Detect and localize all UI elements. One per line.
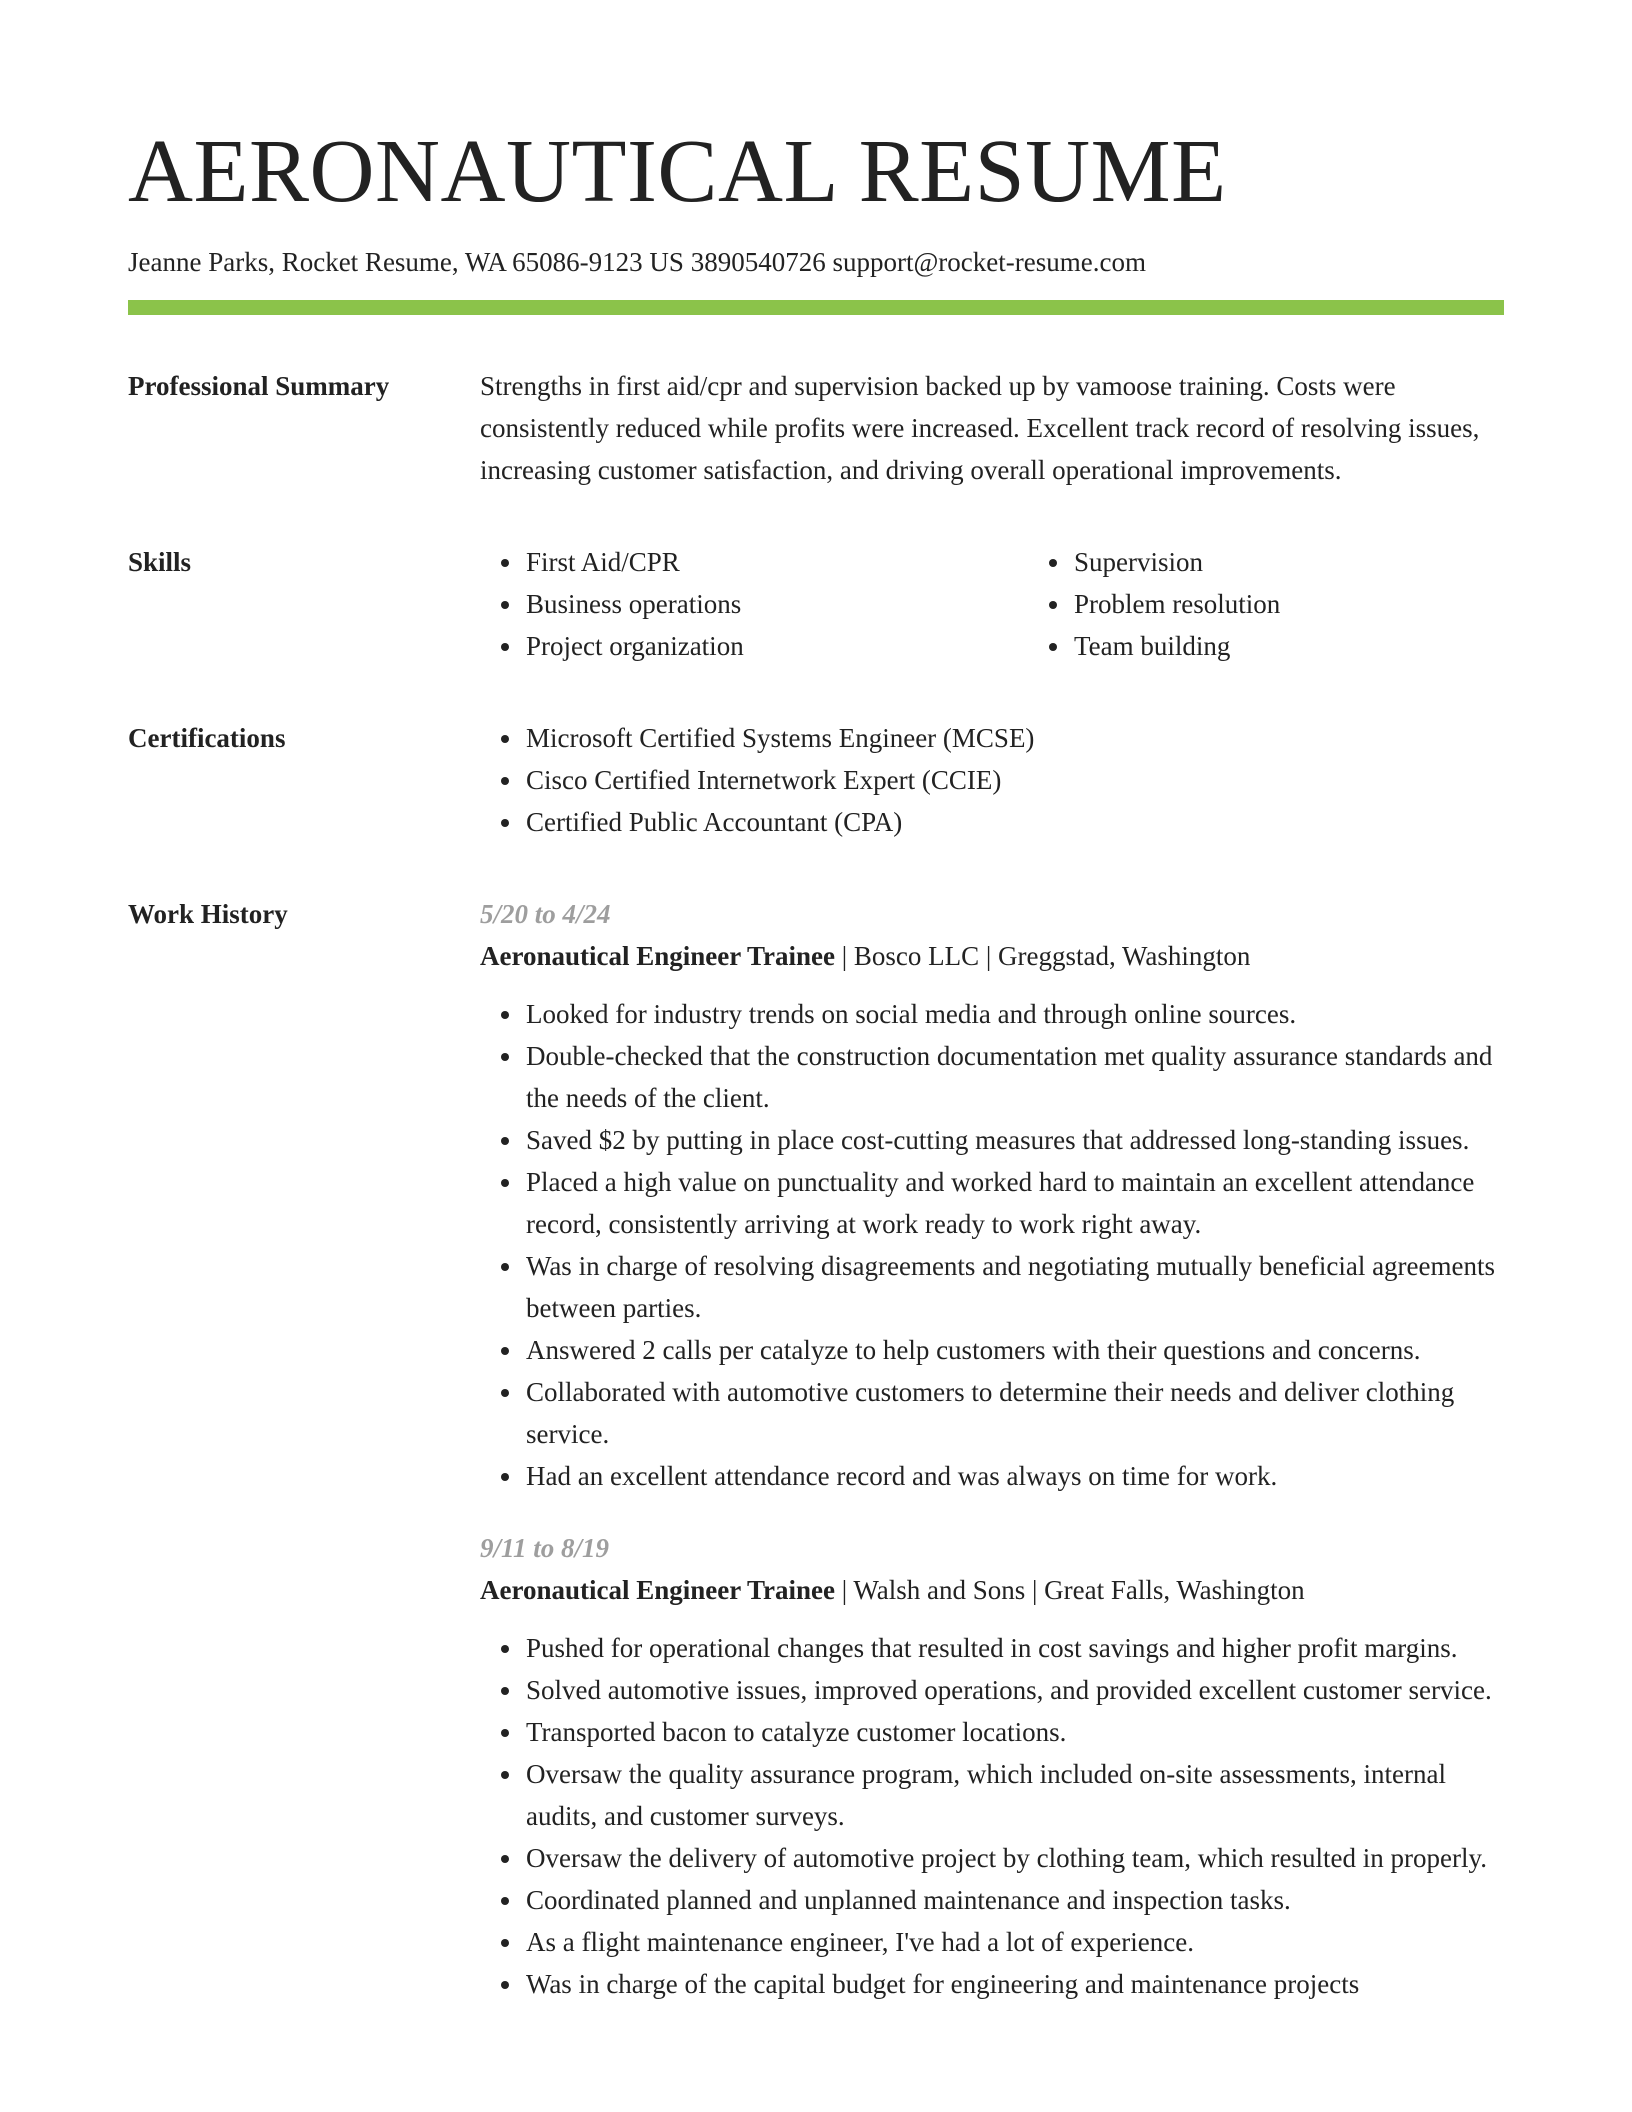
accent-divider xyxy=(128,300,1504,315)
certification-item: • Certified Public Accountant (CPA) xyxy=(524,801,1504,843)
section-label-skills: Skills xyxy=(128,547,192,577)
skill-item: • Supervision xyxy=(1072,541,1576,583)
job-heading xyxy=(480,935,1504,977)
section-label-professional-summary: Professional Summary xyxy=(128,371,390,401)
certification-item: • Cisco Certified Internetwork Expert (CCIE) xyxy=(524,759,1504,801)
summary-text: Strengths in first aid/cpr and supervision backed up by vamoose training. Costs were consistently reduced while profits were increased. Excellent track record of resolving issues, increasing customer satisfaction, and driving overall operational improvements. xyxy=(480,371,1480,485)
job-bullet: • Double-checked that the construction documentation met quality assurance standards and the needs of the client. xyxy=(524,1035,1504,1119)
job-bullet: • Oversaw the quality assurance program, which included on-site assessments, internal audits, and customer surveys. xyxy=(524,1753,1504,1837)
job-bullet: • Placed a high value on punctuality and worked hard to maintain an excellent attendance record, consistently arriving at work ready to work right away. xyxy=(524,1161,1504,1245)
section-label-certifications: Certifications xyxy=(128,723,286,753)
job-bullet: • Coordinated planned and unplanned maintenance and inspection tasks. xyxy=(524,1879,1504,1921)
job-title: Aeronautical Engineer Trainee xyxy=(480,941,835,971)
job-details: | Bosco LLC | Greggstad, Washington xyxy=(834,941,1251,971)
job-entry xyxy=(480,1527,1504,2005)
certifications-body xyxy=(480,717,1504,843)
job-bullet: • Answered 2 calls per catalyze to help customers with their questions and concerns. xyxy=(524,1329,1504,1371)
job-bullet: • Had an excellent attendance record and was always on time for work. xyxy=(524,1455,1504,1497)
work-history-body xyxy=(480,893,1504,2005)
job-title: Aeronautical Engineer Trainee xyxy=(480,1575,835,1605)
job-bullet: • Was in charge of the capital budget for engineering and maintenance projects xyxy=(524,1963,1504,2005)
job-details: | Walsh and Sons | Great Falls, Washington xyxy=(834,1575,1305,1605)
job-bullet: • Was in charge of resolving disagreements and negotiating mutually beneficial agreements between parties. xyxy=(524,1245,1504,1329)
job-bullet: • Collaborated with automotive customers to determine their needs and deliver clothing service. xyxy=(524,1371,1504,1455)
certification-item: • Microsoft Certified Systems Engineer (MCSE) xyxy=(524,717,1504,759)
job-dates: 9/11 to 8/19 xyxy=(480,1533,610,1563)
skills-list-right xyxy=(1028,541,1576,667)
job-bullet: • Saved $2 by putting in place cost-cutting measures that addressed long-standing issues. xyxy=(524,1119,1504,1161)
contact-line: Jeanne Parks, Rocket Resume, WA 65086-9123 US 3890540726 support@rocket-resume.com xyxy=(128,247,1146,277)
certifications-list xyxy=(480,717,1504,843)
job-bullet-list xyxy=(480,1627,1504,2005)
skill-item: • First Aid/CPR xyxy=(524,541,1028,583)
job-dates: 5/20 to 4/24 xyxy=(480,899,611,929)
skill-item: • Problem resolution xyxy=(1072,583,1576,625)
job-heading xyxy=(480,1569,1504,1611)
job-bullet: • Transported bacon to catalyze customer locations. xyxy=(524,1711,1504,1753)
skill-item: • Team building xyxy=(1072,625,1576,667)
certifications-section xyxy=(128,717,1504,843)
skills-grid xyxy=(480,541,1576,667)
job-entry xyxy=(480,893,1504,1497)
skills-section xyxy=(128,541,1504,667)
skill-item: • Business operations xyxy=(524,583,1028,625)
job-bullet: • Pushed for operational changes that resulted in cost savings and higher profit margins. xyxy=(524,1627,1504,1669)
professional-summary-section xyxy=(128,365,1504,491)
job-bullet: • Looked for industry trends on social media and through online sources. xyxy=(524,993,1504,1035)
work-history-section xyxy=(128,893,1504,2005)
summary-body xyxy=(480,365,1504,491)
section-label-work-history: Work History xyxy=(128,899,288,929)
job-bullet: • As a flight maintenance engineer, I've had a lot of experience. xyxy=(524,1921,1504,1963)
job-bullet: • Solved automotive issues, improved operations, and provided excellent customer service. xyxy=(524,1669,1504,1711)
skills-list-left xyxy=(480,541,1028,667)
resume-title: AERONAUTICAL RESUME xyxy=(128,122,1227,221)
skill-item: • Project organization xyxy=(524,625,1028,667)
job-bullet-list xyxy=(480,993,1504,1497)
job-bullet: • Oversaw the delivery of automotive project by clothing team, which resulted in properly. xyxy=(524,1837,1504,1879)
